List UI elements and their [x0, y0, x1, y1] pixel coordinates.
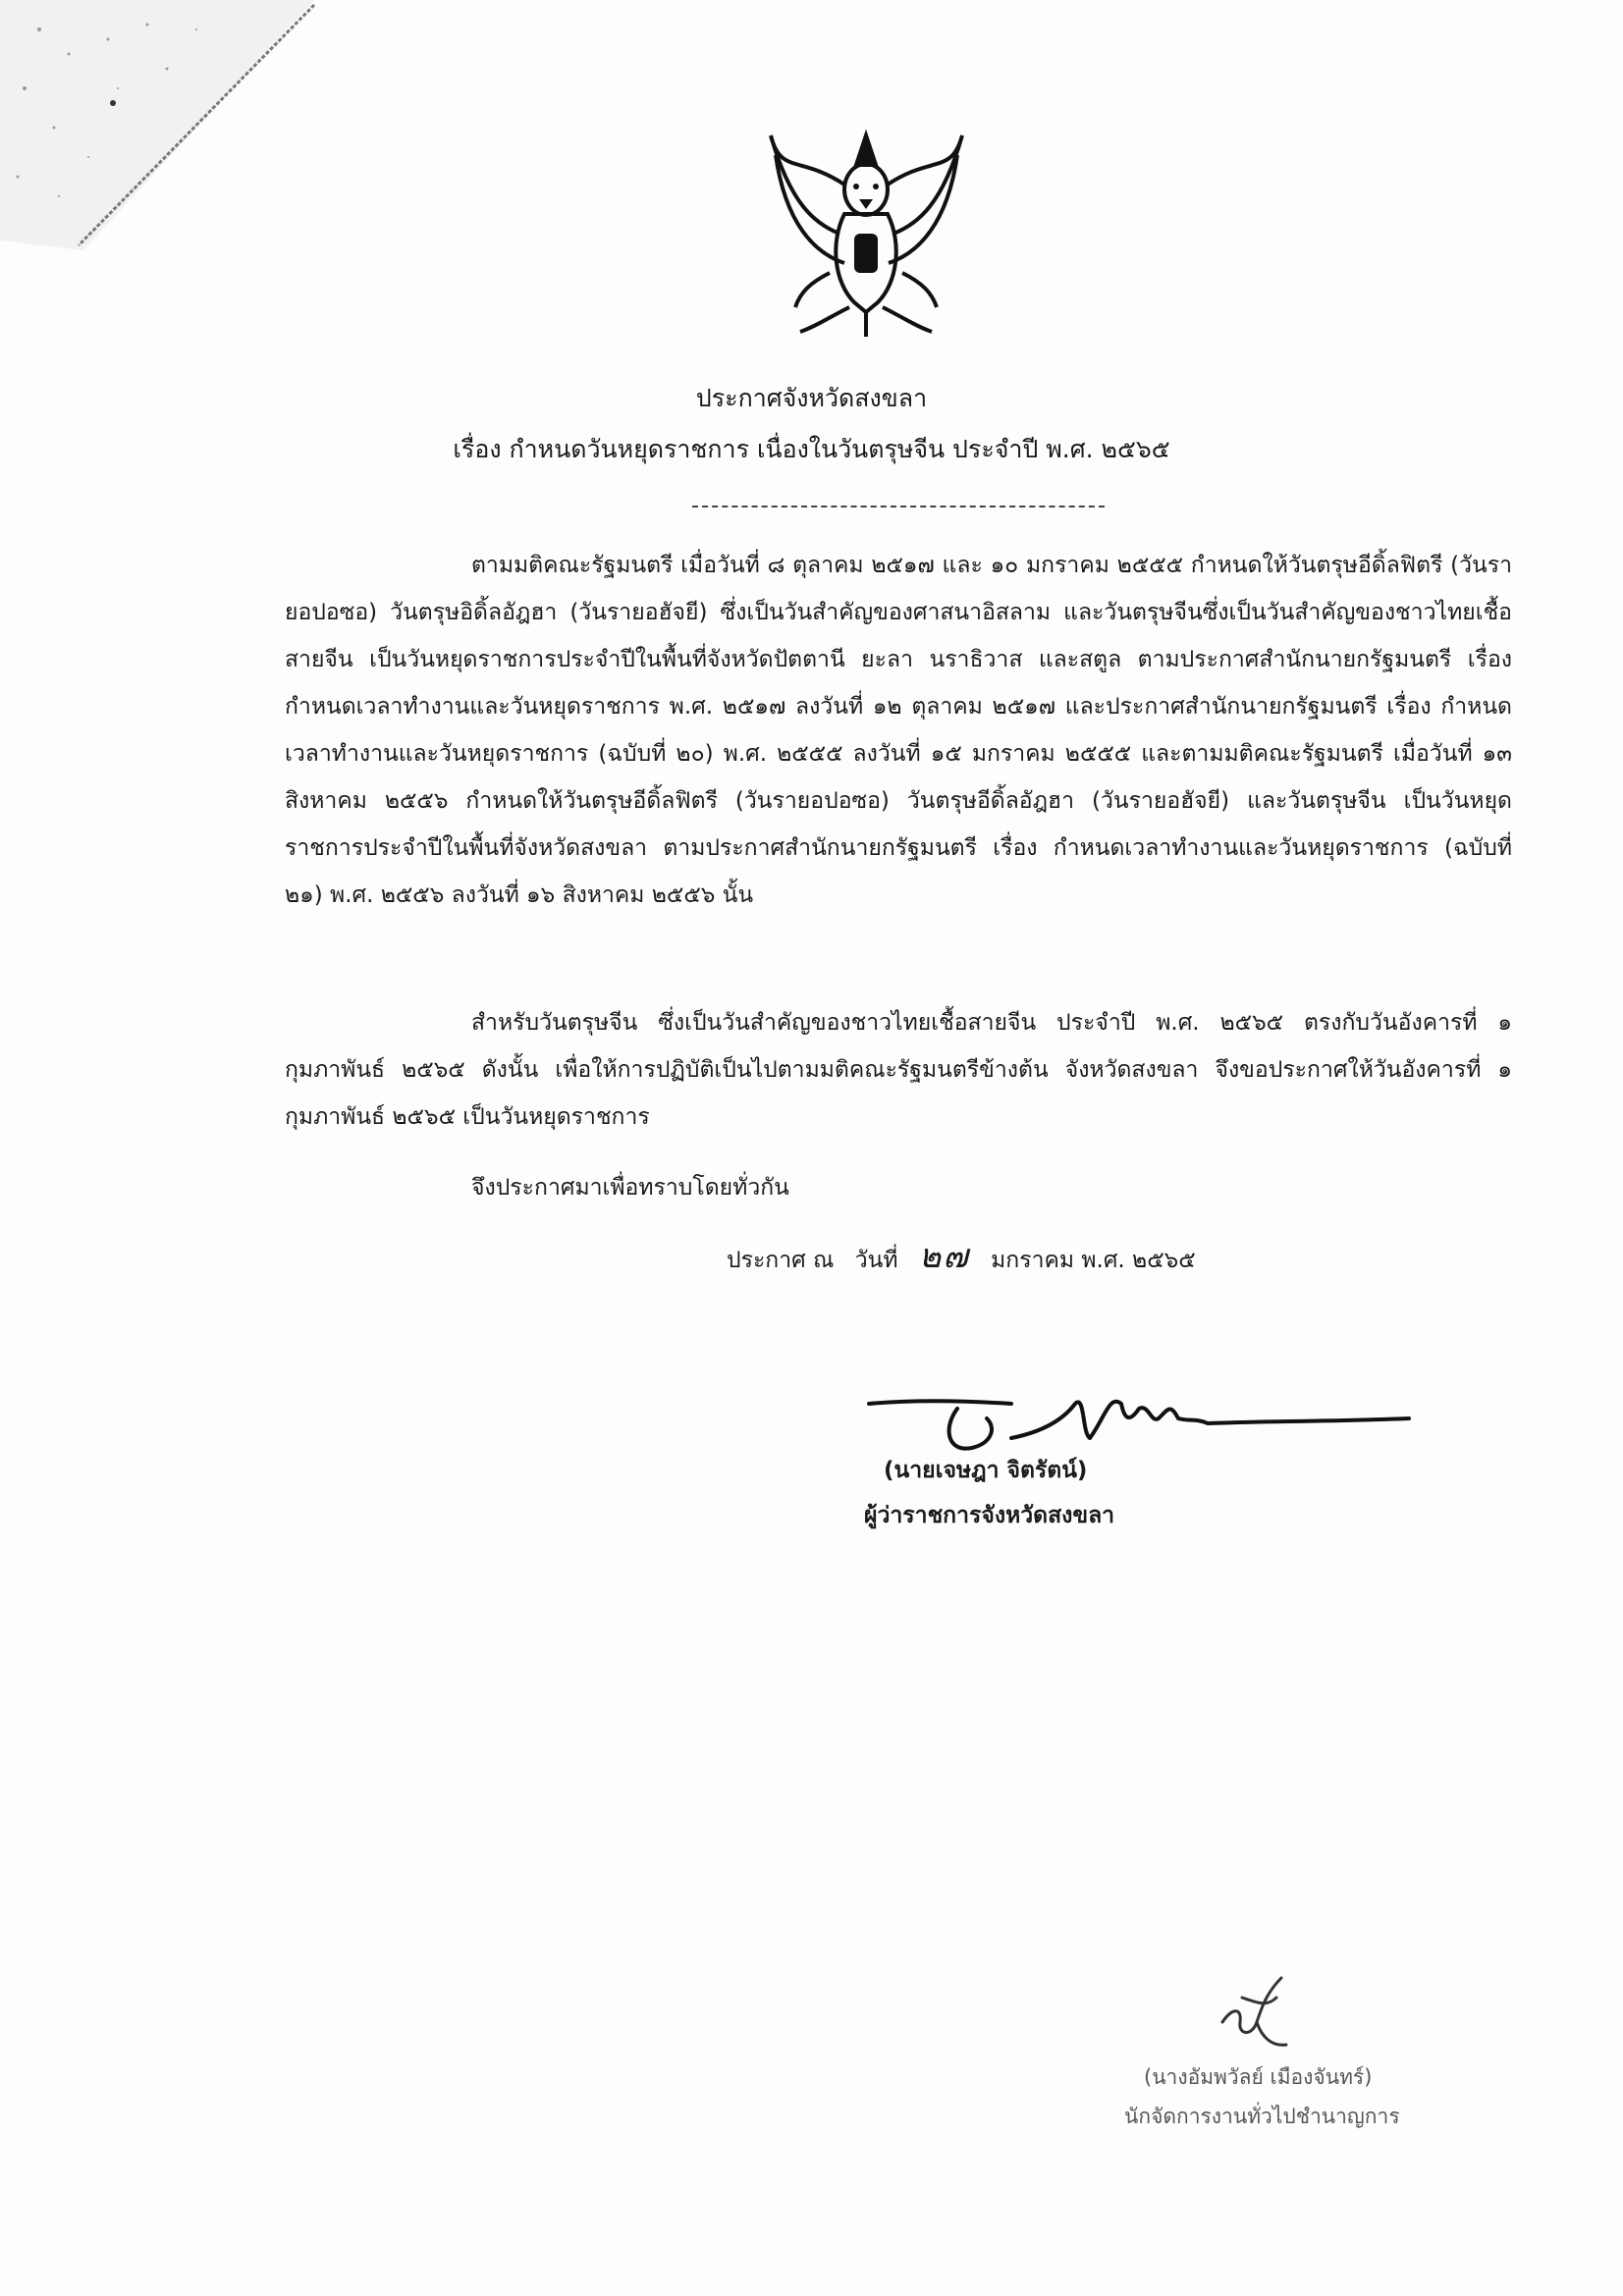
date-day-value: ๒๗ — [918, 1237, 970, 1276]
clerk-name: (นางอัมพวัลย์ เมืองจันทร์) — [1144, 2065, 1373, 2089]
announcement-title: ประกาศจังหวัดสงขลา — [695, 384, 928, 412]
announcement-subject: เรื่อง กำหนดวันหยุดราชการ เนื่องในวันตรุษจีน ประจำปี พ.ศ. ๒๕๖๕ — [453, 435, 1170, 463]
body-paragraph-1: ตามมติคณะรัฐมนตรี เมื่อวันที่ ๘ ตุลาคม ๒๕๑๗ และ ๑๐ มกราคม ๒๕๕๕ กำหนดให้วันตรุษอีดิ้ลฟิตรี (วันรายอปอซอ) วันตรุษอิดิ้ลอัฎฮา (วันรายอฮัจยี) ซึ่งเป็นวันสำคัญของศาสนาอิสลาม และวันตรุษจีนซึ่งเป็นวันสำคัญของชาวไทยเชื้อสายจีน เป็นวันหยุดราชการประจำปีในพื้นที่จังหวัดปัตตานี ยะลา นราธิวาส และสตูล ตามประกาศสำนักนายกรัฐมนตรี เรื่อง กำหนดเวลาทำงานและวันหยุดราชการ พ.ศ. ๒๕๑๗ ลงวันที่ ๑๒ ตุลาคม ๒๕๑๗ และประกาศสำนักนายกรัฐมนตรี เรื่อง กำหนดเวลาทำงานและวันหยุดราชการ (ฉบับที่ ๒๐) พ.ศ. ๒๕๕๕ ลงวันที่ ๑๕ มกราคม ๒๕๕๕ และตามมติคณะรัฐมนตรี เมื่อวันที่ ๑๓ สิงหาคม ๒๕๕๖ กำหนดให้วันตรุษอีดิ้ลฟิตรี (วันรายอปอซอ) วันตรุษอีดิ้ลอัฎฮา (วันรายอฮัจยี) และวันตรุษจีน เป็นวันหยุดราชการประจำปีในพื้นที่จังหวัดสงขลา ตามประกาศสำนักนายกรัฐมนตรี เรื่อง กำหนดเวลาทำงานและวันหยุดราชการ (ฉบับที่ ๒๑) พ.ศ. ๒๕๕๖ ลงวันที่ ๑๖ สิงหาคม ๒๕๕๖ นั้น — [285, 553, 1512, 908]
date-day-label: วันที่ — [854, 1248, 898, 1273]
scan-artifact — [0, 0, 324, 255]
body-paragraph-2: สำหรับวันตรุษจีน ซึ่งเป็นวันสำคัญของชาวไทยเชื้อสายจีน ประจำปี พ.ศ. ๒๕๖๕ ตรงกับวันอังคารที่ ๑ กุมภาพันธ์ ๒๕๖๕ ดังนั้น เพื่อให้การปฏิบัติเป็นไปตามมติคณะรัฐมนตรีข้างต้น จังหวัดสงขลา จึงขอประกาศให้วันอังคารที่ ๑ กุมภาพันธ์ ๒๕๖๕ เป็นวันหยุดราชการ — [285, 1010, 1512, 1130]
clerk-title: นักจัดการงานทั่วไปชำนาญการ — [1124, 2105, 1400, 2128]
date-month-year: มกราคม พ.ศ. ๒๕๖๕ — [991, 1248, 1196, 1273]
handwritten-initials-icon — [1213, 1968, 1301, 2052]
announcement-date — [727, 1237, 1210, 1280]
signer-name: (นายเจษฎา จิตรัตน์) — [884, 1458, 1088, 1483]
signer-title: ผู้ว่าราชการจังหวัดสงขลา — [864, 1503, 1115, 1528]
date-prefix: ประกาศ ณ — [727, 1248, 835, 1273]
divider — [692, 506, 1105, 507]
garuda-emblem-icon — [761, 116, 972, 347]
handwritten-signature-icon — [864, 1364, 1414, 1463]
body-paragraph-3: จึงประกาศมาเพื่อทราบโดยทั่วกัน — [471, 1175, 789, 1201]
